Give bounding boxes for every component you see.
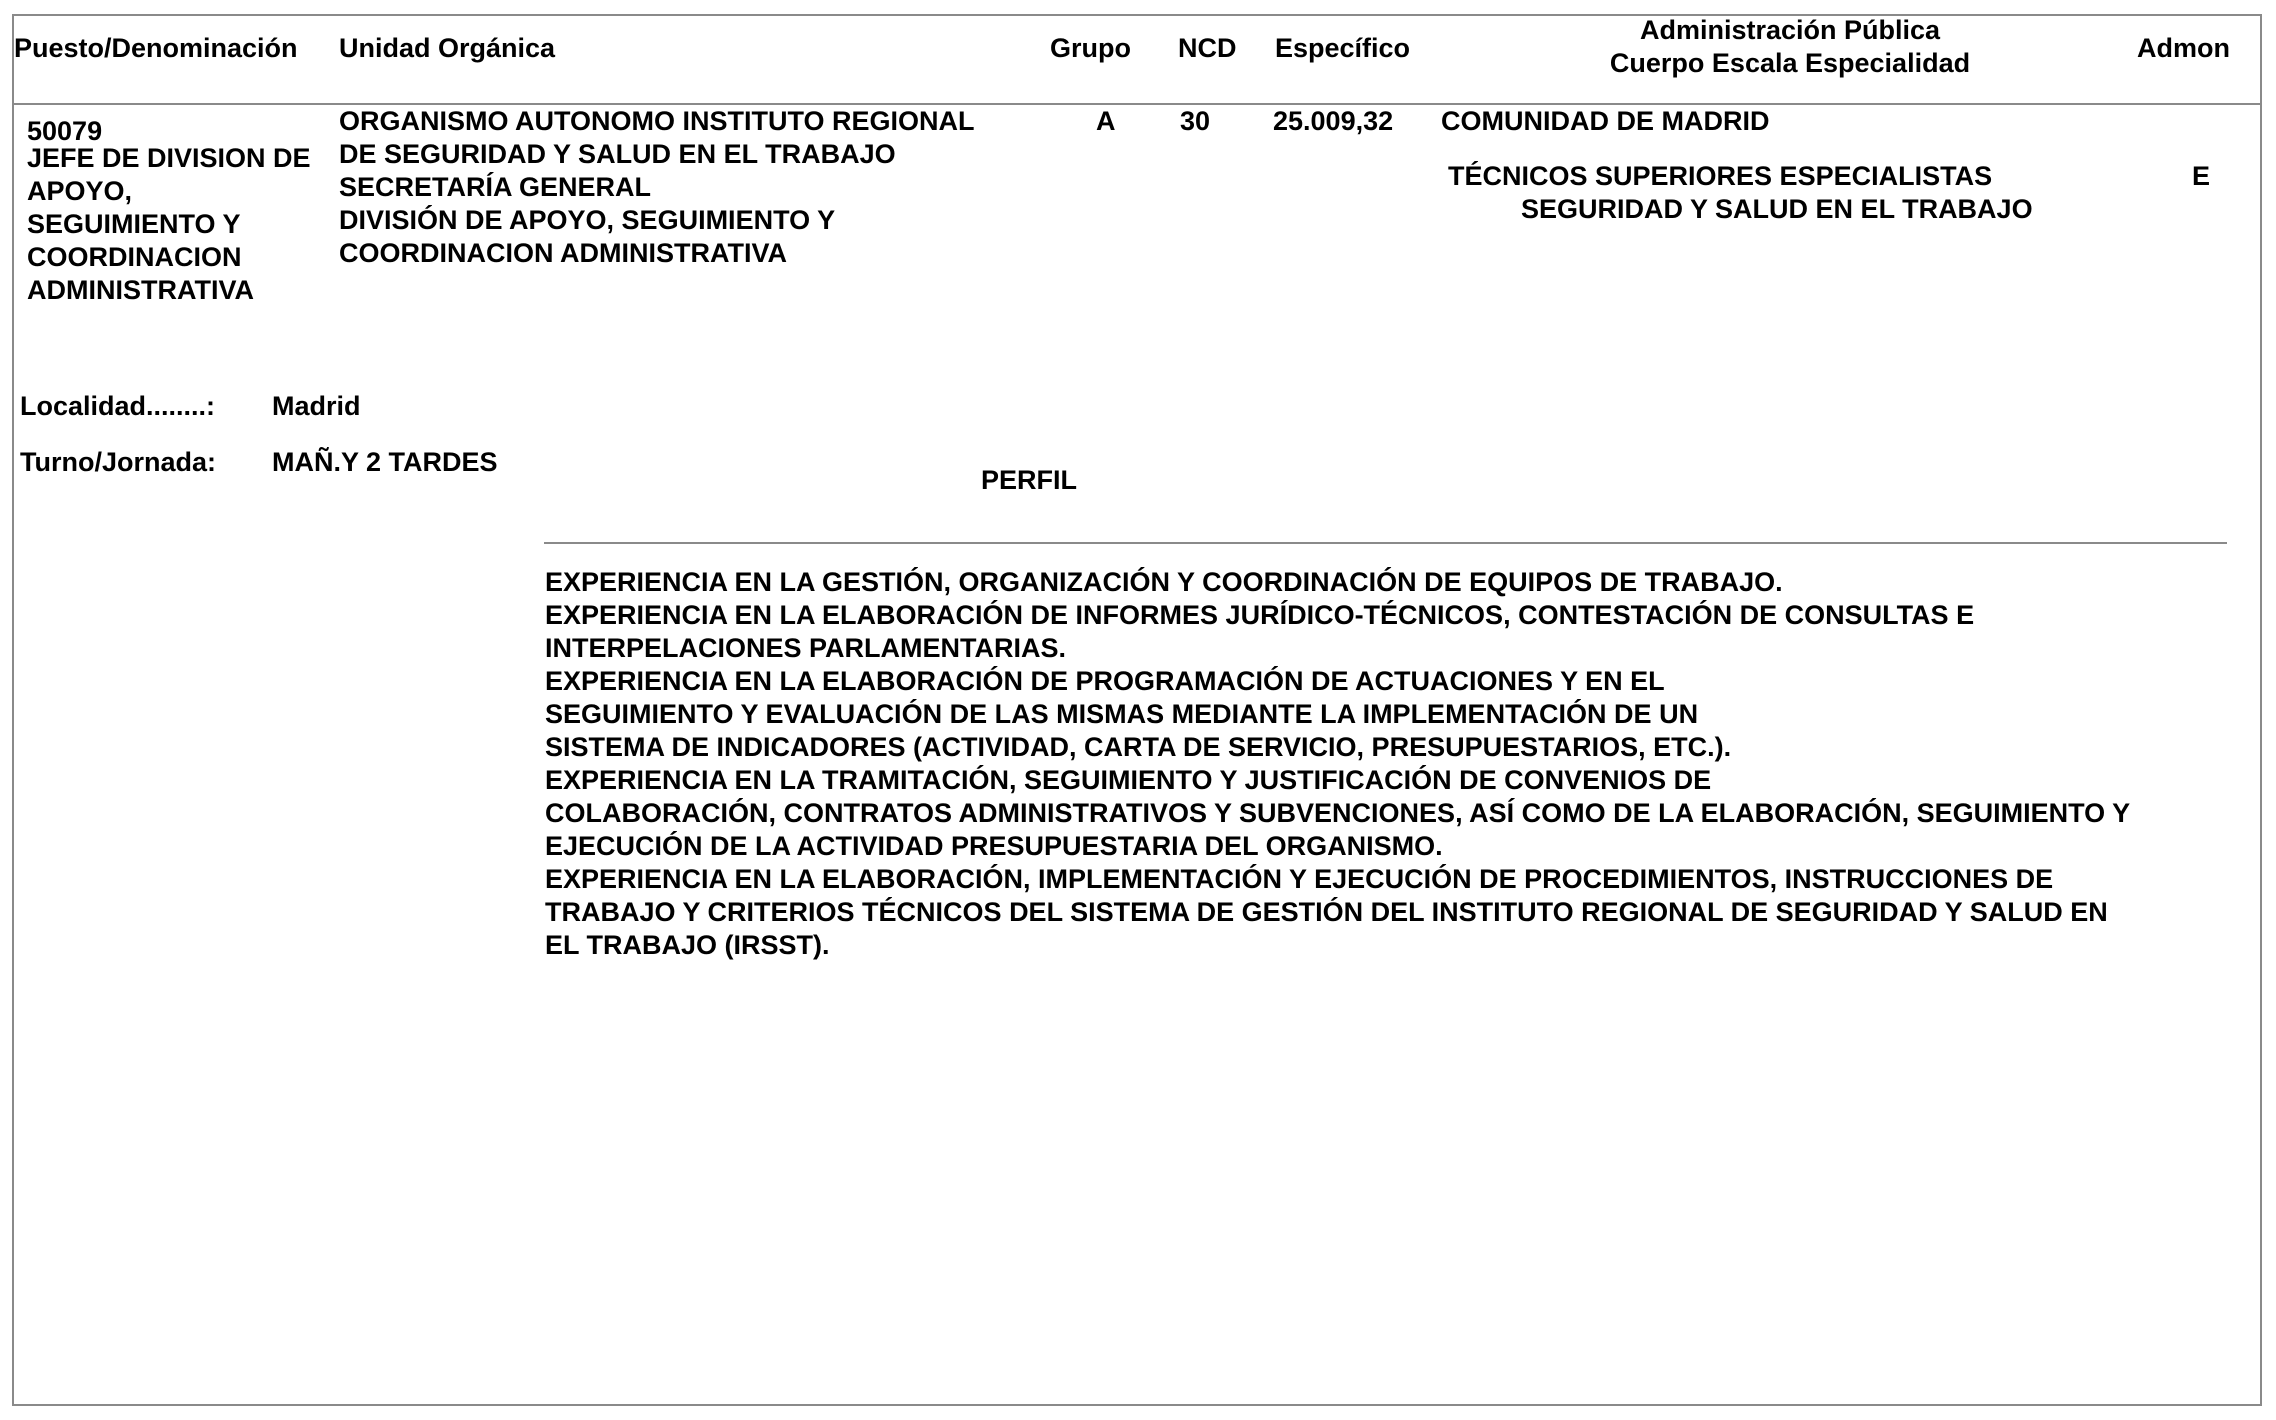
- perfil-line: SISTEMA DE INDICADORES (ACTIVIDAD, CARTA DE SERVICIO, PRESUPUESTARIOS, ETC.).: [545, 732, 1732, 762]
- administracion-value: COMUNIDAD DE MADRID: [1441, 106, 1770, 136]
- perfil-text: [545, 566, 2130, 962]
- perfil-line: EXPERIENCIA EN LA TRAMITACIÓN, SEGUIMIENTO Y JUSTIFICACIÓN DE CONVENIOS DE: [545, 765, 1712, 795]
- perfil-line: INTERPELACIONES PARLAMENTARIAS.: [545, 633, 1067, 663]
- unidad-line: DIVISIÓN DE APOYO, SEGUIMIENTO Y: [339, 205, 836, 235]
- perfil-line: EXPERIENCIA EN LA ELABORACIÓN DE INFORMES JURÍDICO-TÉCNICOS, CONTESTACIÓN DE CONSULTAS E: [545, 600, 1975, 630]
- puesto-codigo: 50079: [27, 116, 103, 146]
- localidad-value: Madrid: [272, 391, 361, 421]
- denominacion-line: APOYO,: [27, 176, 133, 206]
- turno-label: Turno/Jornada:: [20, 447, 217, 477]
- header-ncd: NCD: [1178, 33, 1237, 63]
- cuerpo-value: TÉCNICOS SUPERIORES ESPECIALISTAS: [1448, 161, 1993, 191]
- denominacion-line: COORDINACION: [27, 242, 242, 272]
- perfil-title: PERFIL: [981, 465, 1078, 495]
- perfil-line: COLABORACIÓN, CONTRATOS ADMINISTRATIVOS Y SUBVENCIONES, ASÍ COMO DE LA ELABORACIÓN, SEGUIMIENTO Y: [545, 798, 2131, 828]
- unidad-line: SECRETARÍA GENERAL: [339, 172, 652, 202]
- denominacion-line: SEGUIMIENTO Y: [27, 209, 241, 239]
- turno-value: MAÑ.Y 2 TARDES: [272, 447, 498, 477]
- perfil-line: TRABAJO Y CRITERIOS TÉCNICOS DEL SISTEMA DE GESTIÓN DEL INSTITUTO REGIONAL DE SEGURIDAD Y SALUD EN: [545, 897, 2108, 927]
- puesto-denominacion: [27, 142, 311, 307]
- perfil-line: SEGUIMIENTO Y EVALUACIÓN DE LAS MISMAS MEDIANTE LA IMPLEMENTACIÓN DE UN: [545, 699, 1699, 729]
- perfil-line: EJECUCIÓN DE LA ACTIVIDAD PRESUPUESTARIA DEL ORGANISMO.: [545, 831, 1443, 861]
- perfil-line: EXPERIENCIA EN LA ELABORACIÓN DE PROGRAMACIÓN DE ACTUACIONES Y EN EL: [545, 666, 1665, 696]
- grupo-value: A: [1096, 106, 1116, 136]
- ncd-value: 30: [1180, 106, 1211, 136]
- especialidad-value: SEGURIDAD Y SALUD EN EL TRABAJO: [1521, 194, 2033, 224]
- header-puesto: Puesto/Denominación: [14, 33, 298, 63]
- header-admon: Admon: [2137, 33, 2230, 63]
- perfil-line: EXPERIENCIA EN LA GESTIÓN, ORGANIZACIÓN Y COORDINACIÓN DE EQUIPOS DE TRABAJO.: [545, 567, 1783, 597]
- denominacion-line: JEFE DE DIVISION DE: [27, 143, 311, 173]
- header-cuerpo-escala: Cuerpo Escala Especialidad: [1609, 48, 1971, 78]
- perfil-divider: [544, 542, 2227, 544]
- admon-value: E: [2192, 161, 2211, 191]
- header-especifico: Específico: [1275, 33, 1411, 63]
- localidad-label: Localidad........:: [20, 391, 216, 421]
- denominacion-line: ADMINISTRATIVA: [27, 275, 254, 305]
- unidad-organica: [339, 105, 975, 270]
- unidad-line: ORGANISMO AUTONOMO INSTITUTO REGIONAL: [339, 106, 975, 136]
- perfil-line: EXPERIENCIA EN LA ELABORACIÓN, IMPLEMENTACIÓN Y EJECUCIÓN DE PROCEDIMIENTOS, INSTRUCCIONES DE: [545, 864, 2054, 894]
- header-grupo: Grupo: [1050, 33, 1131, 63]
- header-unidad: Unidad Orgánica: [339, 33, 556, 63]
- perfil-line: EL TRABAJO (IRSST).: [545, 930, 830, 960]
- unidad-line: DE SEGURIDAD Y SALUD EN EL TRABAJO: [339, 139, 896, 169]
- especifico-value: 25.009,32: [1273, 106, 1394, 136]
- unidad-line: COORDINACION ADMINISTRATIVA: [339, 238, 787, 268]
- header-admin-publica: Administración Pública: [1639, 15, 1941, 45]
